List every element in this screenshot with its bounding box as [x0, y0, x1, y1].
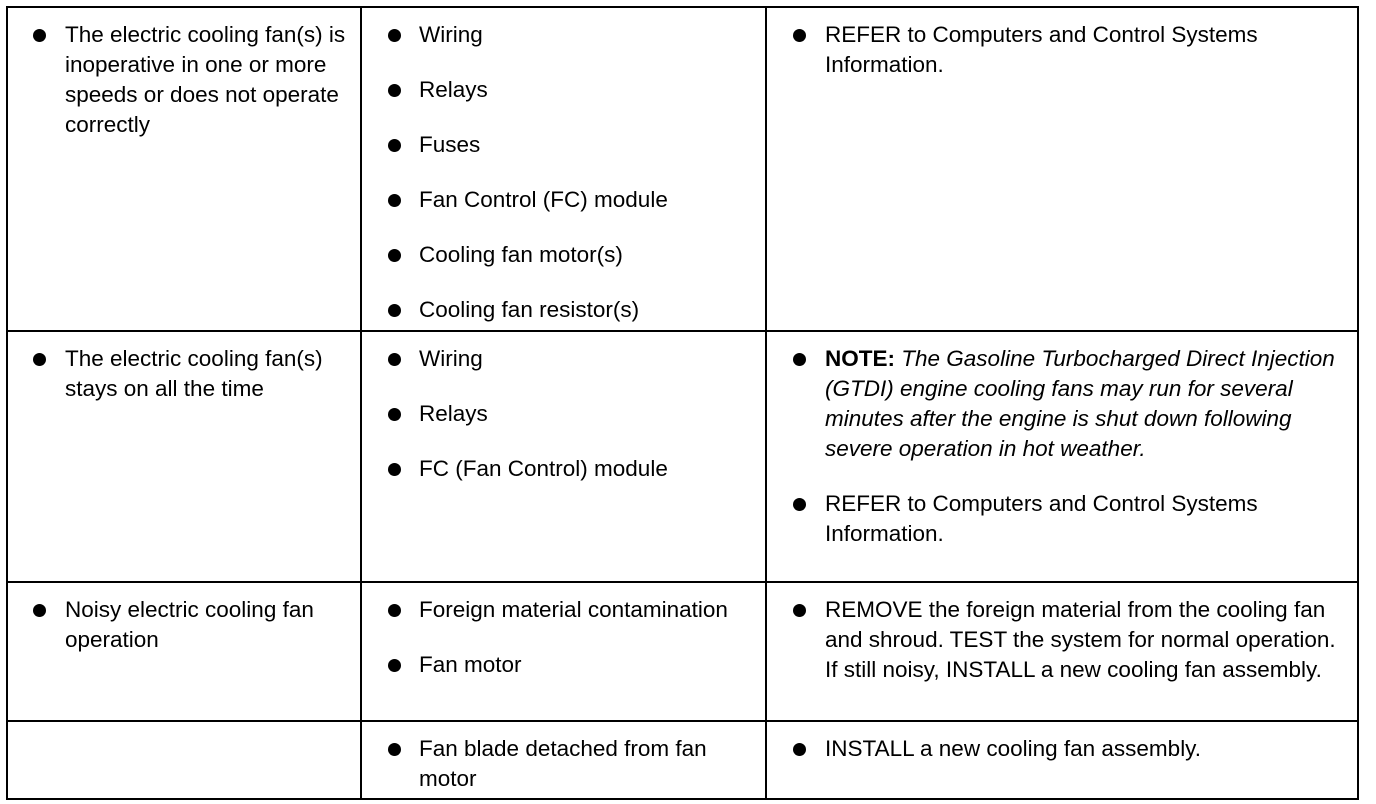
list-item [8, 583, 360, 655]
bullet-icon [388, 139, 401, 152]
source-text: Relays [419, 77, 488, 102]
source-text: Fan motor [419, 652, 522, 677]
source-cell [361, 582, 766, 721]
list-item [362, 429, 765, 484]
action-cell [766, 7, 1358, 331]
list-item [362, 160, 765, 215]
list-item [362, 722, 765, 794]
bullet-icon [388, 743, 401, 756]
bullet-icon [388, 659, 401, 672]
action-text: REMOVE the foreign material from the cooling fan and shroud. TEST the system for normal operation. If still noisy, INSTALL a new cooling fan assembly. [825, 597, 1336, 682]
list-item [8, 332, 360, 404]
bullet-icon [793, 498, 806, 511]
source-text: Cooling fan resistor(s) [419, 297, 640, 322]
list-item [362, 8, 765, 50]
action-cell [766, 721, 1358, 799]
bullet-icon [793, 353, 806, 366]
bullet-icon [793, 743, 806, 756]
bullet-icon [388, 84, 401, 97]
source-cell [361, 7, 766, 331]
list-item [362, 332, 765, 374]
symptom-cell [7, 331, 361, 582]
table-row [7, 331, 1358, 582]
bullet-icon [388, 304, 401, 317]
bullet-icon [388, 249, 401, 262]
note-label: NOTE: [825, 346, 895, 371]
source-cell [361, 331, 766, 582]
list-item [767, 464, 1357, 549]
source-text: Fan blade detached from fan motor [419, 736, 707, 791]
bullet-icon [388, 29, 401, 42]
symptom-text: Noisy electric cooling fan operation [65, 597, 314, 652]
bullet-icon [388, 604, 401, 617]
bullet-icon [388, 408, 401, 421]
source-text: Cooling fan motor(s) [419, 242, 623, 267]
source-cell [361, 721, 766, 799]
symptom-cell [7, 721, 361, 799]
list-item [767, 722, 1357, 764]
symptom-cell [7, 7, 361, 331]
list-item [767, 583, 1357, 685]
bullet-icon [793, 604, 806, 617]
action-cell [766, 331, 1358, 582]
bullet-icon [388, 353, 401, 366]
source-text: Wiring [419, 346, 483, 371]
diagnosis-table [6, 6, 1359, 800]
bullet-icon [388, 194, 401, 207]
action-text: REFER to Computers and Control Systems Information. [825, 491, 1258, 546]
symptom-cell [7, 582, 361, 721]
table-row [7, 7, 1358, 331]
table-row [7, 582, 1358, 721]
source-text: Fan Control (FC) module [419, 187, 668, 212]
action-text: REFER to Computers and Control Systems Information. [825, 22, 1258, 77]
table-row [7, 721, 1358, 799]
list-item [362, 270, 765, 325]
note-item [767, 332, 1357, 464]
source-text: Foreign material contamination [419, 597, 728, 622]
symptom-text: The electric cooling fan(s) is inoperative in one or more speeds or does not operate correctly [65, 22, 346, 137]
source-text: Fuses [419, 132, 481, 157]
bullet-icon [388, 463, 401, 476]
list-item [362, 374, 765, 429]
list-item [362, 215, 765, 270]
source-text: Wiring [419, 22, 483, 47]
action-cell [766, 582, 1358, 721]
bullet-icon [793, 29, 806, 42]
note-text: The Gasoline Turbocharged Direct Injection (GTDI) engine cooling fans may run for several minutes after the engine is shut down following severe operation in hot weather. [825, 346, 1335, 461]
action-text: INSTALL a new cooling fan assembly. [825, 736, 1202, 761]
bullet-icon [33, 29, 46, 42]
bullet-icon [33, 604, 46, 617]
list-item [8, 8, 360, 140]
list-item [362, 50, 765, 105]
list-item [362, 105, 765, 160]
source-text: Relays [419, 401, 488, 426]
list-item [362, 625, 765, 680]
list-item [362, 583, 765, 625]
symptom-text: The electric cooling fan(s) stays on all the time [65, 346, 323, 401]
bullet-icon [33, 353, 46, 366]
source-text: FC (Fan Control) module [419, 456, 668, 481]
list-item [767, 8, 1357, 80]
